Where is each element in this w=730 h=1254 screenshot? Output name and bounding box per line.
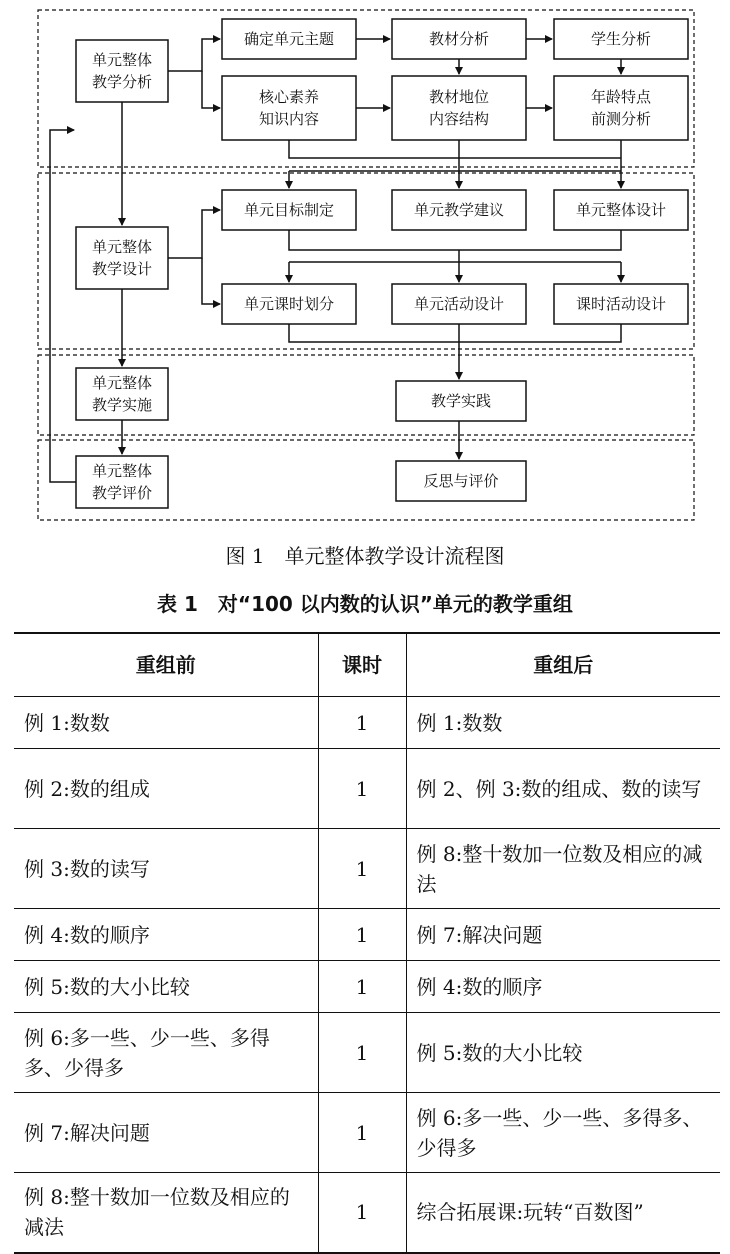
header-hours: 课时 (318, 633, 406, 697)
cell-before: 例 4:数的顺序 (14, 909, 318, 961)
lesson-activity-label: 课时活动设计 (575, 295, 667, 313)
cell-before: 例 2:数的组成 (14, 749, 318, 829)
box-core (222, 76, 356, 140)
cell-after: 例 4:数的顺序 (406, 961, 720, 1013)
cell-hours: 1 (318, 1013, 406, 1093)
goal-label: 单元目标制定 (243, 201, 335, 219)
cell-hours: 1 (318, 697, 406, 749)
textbook-label: 教材分析 (428, 30, 490, 48)
cell-hours: 1 (318, 829, 406, 909)
table-row (14, 1173, 720, 1253)
core-label: 核心素养知识内容 (258, 88, 320, 128)
regroup-table (14, 632, 720, 1254)
table-row (14, 909, 720, 961)
overall-label: 单元整体设计 (575, 201, 667, 219)
cell-after: 例 5:数的大小比较 (406, 1013, 720, 1093)
cell-hours: 1 (318, 961, 406, 1013)
cell-before: 例 7:解决问题 (14, 1093, 318, 1173)
cell-hours: 1 (318, 909, 406, 961)
table-header-row (14, 633, 720, 697)
box-age (554, 76, 688, 140)
stage-evaluation-label: 单元整体教学评价 (91, 462, 153, 502)
table-row (14, 1013, 720, 1093)
age-label: 年龄特点前测分析 (590, 88, 652, 128)
stage-implementation-label: 单元整体教学实施 (91, 374, 153, 414)
cell-after: 例 2、例 3:数的组成、数的读写 (406, 749, 720, 829)
table-title: 表 1 对“100 以内数的认识”单元的教学重组 (157, 592, 573, 616)
cell-hours: 1 (318, 1093, 406, 1173)
position-label: 教材地位内容结构 (428, 88, 490, 128)
reflection-label: 反思与评价 (423, 472, 499, 490)
cell-before: 例 6:多一些、少一些、多得多、少得多 (14, 1013, 318, 1093)
header-before: 重组前 (14, 633, 318, 697)
table-row (14, 697, 720, 749)
theme-label: 确定单元主题 (243, 30, 335, 48)
cell-after: 综合拓展课:玩转“百数图” (406, 1173, 720, 1253)
cell-after: 例 6:多一些、少一些、多得多、少得多 (406, 1093, 720, 1173)
figure-caption: 图 1 单元整体教学设计流程图 (225, 544, 505, 568)
cell-before: 例 5:数的大小比较 (14, 961, 318, 1013)
stage-design-label: 单元整体教学设计 (91, 238, 153, 278)
cell-before: 例 3:数的读写 (14, 829, 318, 909)
table-row (14, 961, 720, 1013)
cell-after: 例 8:整十数加一位数及相应的减法 (406, 829, 720, 909)
stage-analysis-box (76, 40, 168, 102)
table-row (14, 749, 720, 829)
stage-analysis-label: 单元整体教学分析 (91, 51, 153, 91)
header-after: 重组后 (406, 633, 720, 697)
cell-after: 例 1:数数 (406, 697, 720, 749)
advice-label: 单元教学建议 (413, 201, 505, 219)
cell-before: 例 1:数数 (14, 697, 318, 749)
lessons-label: 单元课时划分 (243, 295, 335, 313)
practice-label: 教学实践 (430, 392, 492, 410)
activity-label: 单元活动设计 (413, 295, 505, 313)
box-position (392, 76, 526, 140)
cell-before: 例 8:整十数加一位数及相应的减法 (14, 1173, 318, 1253)
cell-hours: 1 (318, 749, 406, 829)
flowchart (0, 0, 730, 530)
table-row (14, 1093, 720, 1173)
student-label: 学生分析 (590, 30, 652, 48)
stage-design-box (76, 227, 168, 289)
cell-after: 例 7:解决问题 (406, 909, 720, 961)
cell-hours: 1 (318, 1173, 406, 1253)
table-row (14, 829, 720, 909)
